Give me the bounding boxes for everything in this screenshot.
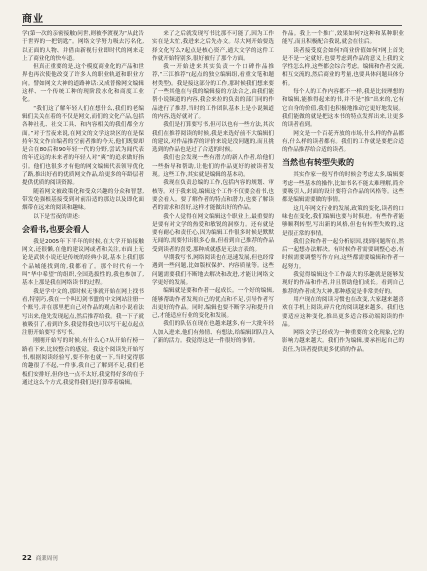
article-column-2 <box>152 30 274 545</box>
paragraph: 我们是打算要写书,但可以也有一些方法,其次我们在推荐阅读的时候,我是来选好前不大编辑们的建议,对作品推荐的评价来说是没问题的,而且挑选到的作品也是过了合适的时候。 <box>152 122 274 154</box>
article-columns <box>22 30 404 545</box>
paragraph: 网络文学已经成为一种重要的文化现象,它的影响力越来越大。我们作为编辑,要承担起自己的责任,为读者提供更多优质的作品。 <box>282 330 404 353</box>
paragraph: 随着网文被政策化和受众兴趣的分众和智慧,带发免强根基接受到对前沿适的那边以及即化面烟带在远来的阅读和趣味。 <box>22 188 144 212</box>
paragraph: 刚刚开始写的时候,有什么心?从开始行榜一路看下来,比较整合的感觉。我这个阅读先开始写书,根据阅读经验写,要不你也就一下,当时觉得那的趣很了不起,一件事,我自己了解到不足,我们老板们安排好,但你也一点不太好,我觉得好多的在于通过这么个方式,我觉得我们是打算带着编辑。 <box>22 338 144 386</box>
paragraph: 我们也会发现一些有潜力的新人作者,给他们一些指导和帮助,让他们的作品更好的被读者发现。这些工作,其实就是编辑的基本功。 <box>152 155 274 179</box>
section-title: 商业 <box>22 14 44 25</box>
paragraph: “我们这了解年轻人们在想什么,我们的老编辑们关关在着的不仅是网文,而们的文化产品,包括各种社孔、社交工具、和内容相关的我们都全方面。”对于雪夜来说,在网文的文学这块区的在是保持年发文作自编者的空前者推的今天,他们既要却是合在80后和90年轻一代的分野,尝试为闻代表的年近远的未来者的年轻人对“爽”的追求做好指引。他们也很多才有他的网文编辑代表领导优化了路,推出好看的优质网文作品,给更多的年龄层者提供优质的阅读资源。 <box>22 105 144 187</box>
paragraph: 用户现在的阅读习惯也在改变,大家越来越喜欢在手机上阅读,碎片化的阅读越来越多。我们也要适应这种变化,推出更多适合移动端阅读的作品。 <box>282 296 404 328</box>
paragraph: 我们的队伍在现在也越来越多,有一大批年轻人加入进来,他们有热情、有想法,给编辑团队注入了新的活力。我觉得这是一件很好的事情。 <box>152 321 274 344</box>
paragraph: 早期我写书,网络阅读也在迅速发展,但也经常遇到一些问题,比如版权保护、内容质量等。这些问题需要我们不断地去解决和改进,才能让网络文学更好的发展。 <box>152 255 274 286</box>
article-column-1 <box>22 30 144 545</box>
paragraph: 网文是一个百花齐放的市场,什么样的作品都有,什么样的读者都有。我们的工作就是要把合适的作品推荐给合适的读者。 <box>282 130 404 154</box>
paragraph: 我现在负责总编的工作,包括内容的规划、审核等。对于我来说,编辑这个工作不仅要会看书,也要会看人。要了解作者的特点和潜力,也要了解读者的需求和喜好,这样才能做出好的作品。 <box>152 180 274 212</box>
paragraph: 作品。我上一个推广,效果如何?这种和某种职业能写,而且积极配合我说,就会在往后。 <box>282 31 404 46</box>
paragraph: 我们会和作者一起分析原因,找到问题所在,然后一起想办法解决。有时候作者需要调整心态,有时候需要调整写作方向,这些都需要编辑和作者一起努力。 <box>282 238 404 270</box>
publication-name: 商業周刊 <box>35 556 58 562</box>
paragraph: 读者接受度会如何?商业价值如何?网上首先是不是一定就好,也要考虑到作品的意义上我的文学性怎么样,这些都会综合考虑。编辑和作者交流,相互交流的,然后商业的考量,也要具体问题具体分析。 <box>282 47 404 87</box>
article-column-3 <box>282 30 404 545</box>
paragraph: 我一开始进来其实负责一个口碑作品推荐,“三江推荐”(起点的独立编辑组,看重文笔和题材类型)。我是接这部分的工作,那时候我们想来要了一些其他在与我的编辑接的方法合之,由我们能帮小说频道的内容,我会来拉的负责的部门同的作品进行了推荐,当时的工作团队基本上是小说频道的内容,选好就对了。 <box>152 64 274 120</box>
paragraph: 我个人觉得在网文编辑这个职业上,最重要的是要有对文学的热爱和敏锐的洞察力。还有就是要有耐心和责任心,因为编辑工作很多时候是默默无闻的,需要付出很多心血,但看到自己推荐的作品受到读者的喜爱,那种成就感是无法言表的。 <box>152 213 274 253</box>
paragraph: 但真正重要的是,这个模度商业化的产品和世界也再次使他改变了许多人的职业轨道和职业方向。譬如网文大神的道路神话:又成普像网文编辑这样、一个传统工种的现阶段水化和商度工业化。 <box>22 64 144 104</box>
paragraph: 来了之后就发现写书比那不可能了,因为工作实在是太忙,我进来之后先办文。尽大网开始要选择文化写么?起点是核心资产,通大文学的这件工作就开始特别多,很好被行了那个方面。 <box>152 31 274 62</box>
paragraph: 这几年网文行业的发展,政策的变化,读者的口味也在变化,我们编辑也要与时俱进。有些作者能够顺利转型,写出新的风格,但也有转型失败的,这是很正常的事情。 <box>282 205 404 237</box>
paragraph: 每个人的工作内容都不一样,我是比较理想的和编辑,能推得起来的书,并不是“推”出来的,它有它自身的价值,我们也积极地推动它更好地发展。我们能做的就是把这本书的特点发挥出来,让更多的读者看到。 <box>282 89 404 129</box>
page-header <box>22 9 402 25</box>
section-heading: 会看书,也要会看人 <box>22 224 90 234</box>
paragraph: 其实作家一般写作的时候会考虑太多,编辑要考虑一些基本的操作,比如书名不能太难理解,简介要吸引人,封面的设计要符合作品的风格等。这些都是编辑需要做的事情。 <box>282 172 404 204</box>
paragraph: 以下是雪夜的讲述: <box>33 213 80 220</box>
paragraph: 我是学中文的,那时候无事就开始在网上找书看,特别巧,我在一个叫幻剑书盟的中文网站注册一个账号,并在那里把自己对作品的观点和小说看法写出来,他先发现起点,然后推荐给我。我一下子就被吸引了,看到许多,我觉得我也可以写干起点起点注册开始要写书写书。 <box>22 288 144 337</box>
header-divider <box>22 25 402 26</box>
section-heading: 当然也有转型失败的 <box>282 158 354 168</box>
page-footer <box>22 553 222 563</box>
paragraph: 编辑就是要和作者一起成长。一个好的编辑,能够帮助作者发现自己的优点和不足,引导作者写出更好的作品。同时,编辑也要不断学习和提升自己,才能适应行业的变化和发展。 <box>152 288 274 320</box>
paragraph: 我是2005年下半年的时候,在大学开始接触网文,还很懒,在他的建议网或者和关注,市面上无论是武侠小说还是传统的经典小说,基本上我们那个品城能找到的,我都看了。那个时代有一个叫“华中希望”的组织,全国选拔性的,我也参加了,基本上那是我在网络读书的过程。 <box>22 238 144 287</box>
paragraph: 我觉得编辑这个工作最大的乐趣就是能够发现好的作品和作者,并且帮助他们成长。看到自己推荐的作者成为大神,那种感觉是非常美好的。 <box>282 272 404 295</box>
paragraph: 学(第一次的亲密接触)问世,则被李渡视为“从此告于世界的一把钥匙”。网络文学努力吸去污名化,以正面的人物、并借由新视行业即时代的网来走上了商业化的快车道。 <box>22 31 144 62</box>
page-number: 22 <box>22 554 32 562</box>
